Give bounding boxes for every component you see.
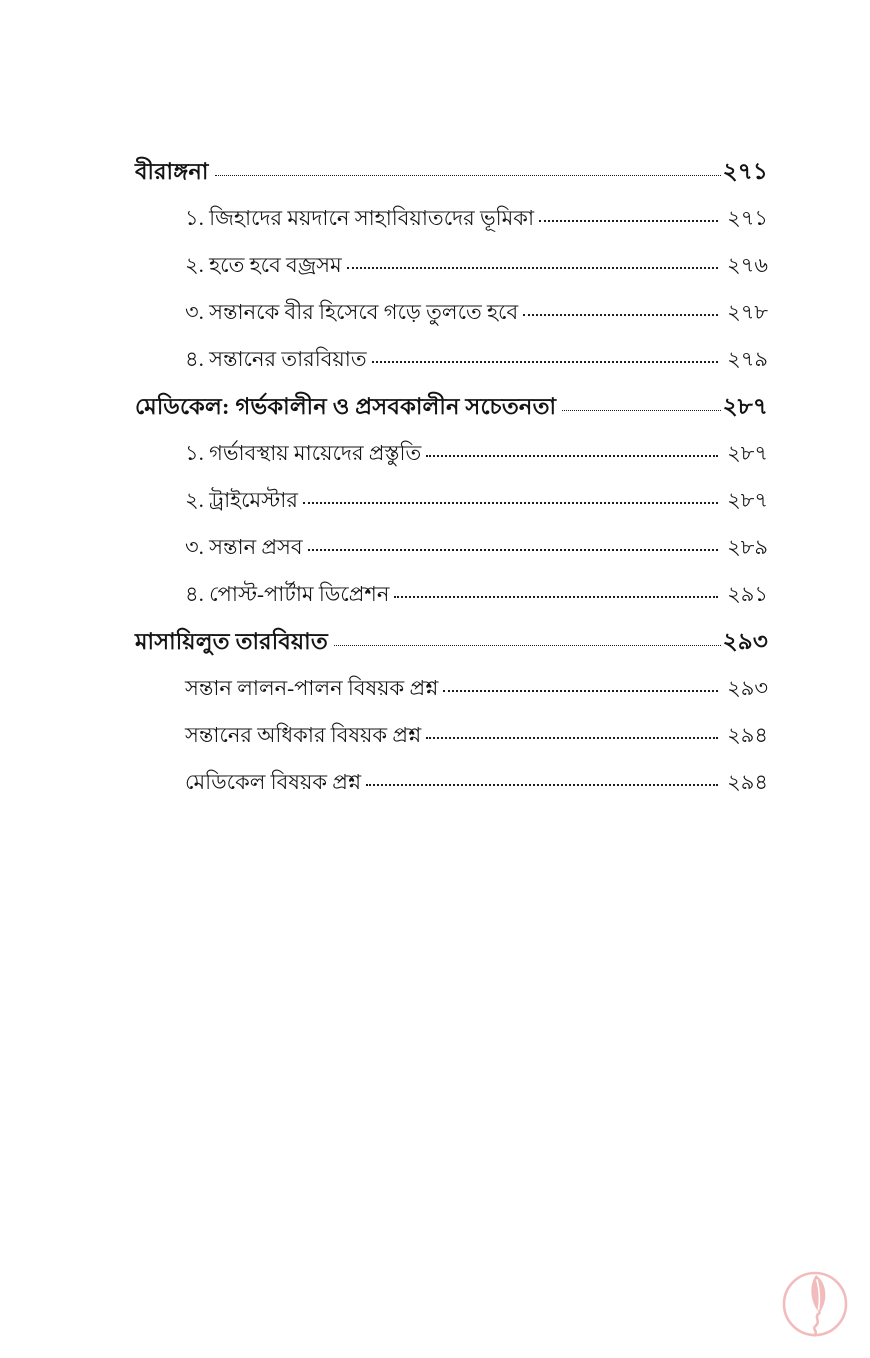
table-of-contents bbox=[135, 148, 768, 806]
page-number: ২৯৪ bbox=[727, 770, 768, 794]
entry-label: ৩. সন্তান প্রসব bbox=[185, 535, 303, 559]
page-number: ২৮৭ bbox=[727, 441, 768, 465]
dot-leader bbox=[347, 267, 718, 269]
section-title: মাসায়িলুত তারবিয়াত bbox=[135, 629, 328, 654]
page-number: ২৭৮ bbox=[727, 300, 768, 324]
dot-leader bbox=[215, 175, 721, 176]
dot-leader bbox=[303, 502, 718, 504]
page-number: ২৮৯ bbox=[727, 535, 768, 559]
toc-section-heading bbox=[135, 618, 768, 665]
toc-entry bbox=[135, 336, 768, 383]
entry-label: সন্তান লালন-পালন বিষয়ক প্রশ্ন bbox=[185, 676, 439, 700]
entry-label: ১. জিহাদের ময়দানে সাহাবিয়াতদের ভূমিকা bbox=[185, 206, 535, 230]
toc-entry bbox=[135, 759, 768, 806]
entry-label: ৪. পোস্ট-পার্টাম ডিপ্রেশন bbox=[185, 582, 390, 606]
dot-leader bbox=[334, 645, 721, 646]
page-number: ২৭১ bbox=[727, 206, 768, 230]
entry-label: ২. হতে হবে বজ্রসম bbox=[185, 253, 342, 277]
dot-leader bbox=[443, 690, 718, 692]
toc-entry bbox=[135, 242, 768, 289]
entry-label: মেডিকেল বিষয়ক প্রশ্ন bbox=[185, 770, 362, 794]
quill-feather-icon bbox=[775, 1263, 855, 1343]
entry-label: সন্তানের অধিকার বিষয়ক প্রশ্ন bbox=[185, 723, 422, 747]
dot-leader bbox=[523, 314, 718, 316]
dot-leader bbox=[366, 784, 718, 786]
page-number: ২৮৭ bbox=[722, 394, 768, 419]
page-number: ২৭৯ bbox=[727, 347, 768, 371]
toc-entry bbox=[135, 571, 768, 618]
page-number: ২৯৩ bbox=[722, 629, 768, 654]
entry-label: ১. গর্ভাবস্থায় মায়েদের প্রস্তুতি bbox=[185, 441, 422, 465]
page-number: ২৮৭ bbox=[727, 488, 768, 512]
publisher-logo bbox=[775, 1263, 855, 1343]
toc-entry bbox=[135, 430, 768, 477]
dot-leader bbox=[372, 361, 718, 363]
toc-entry bbox=[135, 289, 768, 336]
page-number: ২৭৬ bbox=[727, 253, 768, 277]
entry-label: ৪. সন্তানের তারবিয়াত bbox=[185, 347, 367, 371]
dot-leader bbox=[308, 549, 718, 551]
dot-leader bbox=[394, 596, 718, 598]
section-title: মেডিকেল: গর্ভকালীন ও প্রসবকালীন সচেতনতা bbox=[135, 394, 557, 419]
dot-leader bbox=[562, 410, 720, 411]
page-number: ২৯৩ bbox=[727, 676, 768, 700]
dot-leader bbox=[426, 737, 718, 739]
entry-label: ৩. সন্তানকে বীর হিসেবে গড়ে তুলতে হবে bbox=[185, 300, 519, 324]
toc-entry bbox=[135, 477, 768, 524]
toc-entry bbox=[135, 665, 768, 712]
dot-leader bbox=[426, 455, 718, 457]
toc-entry bbox=[135, 712, 768, 759]
toc-entry bbox=[135, 195, 768, 242]
dot-leader bbox=[539, 220, 718, 222]
page-number: ২৭১ bbox=[722, 159, 768, 184]
toc-section-heading bbox=[135, 383, 768, 430]
section-title: বীরাঙ্গনা bbox=[135, 159, 209, 184]
page-number: ২৯১ bbox=[727, 582, 768, 606]
toc-entry bbox=[135, 524, 768, 571]
page-number: ২৯৪ bbox=[727, 723, 768, 747]
toc-section-heading bbox=[135, 148, 768, 195]
entry-label: ২. ট্রাইমেস্টার bbox=[185, 488, 298, 512]
